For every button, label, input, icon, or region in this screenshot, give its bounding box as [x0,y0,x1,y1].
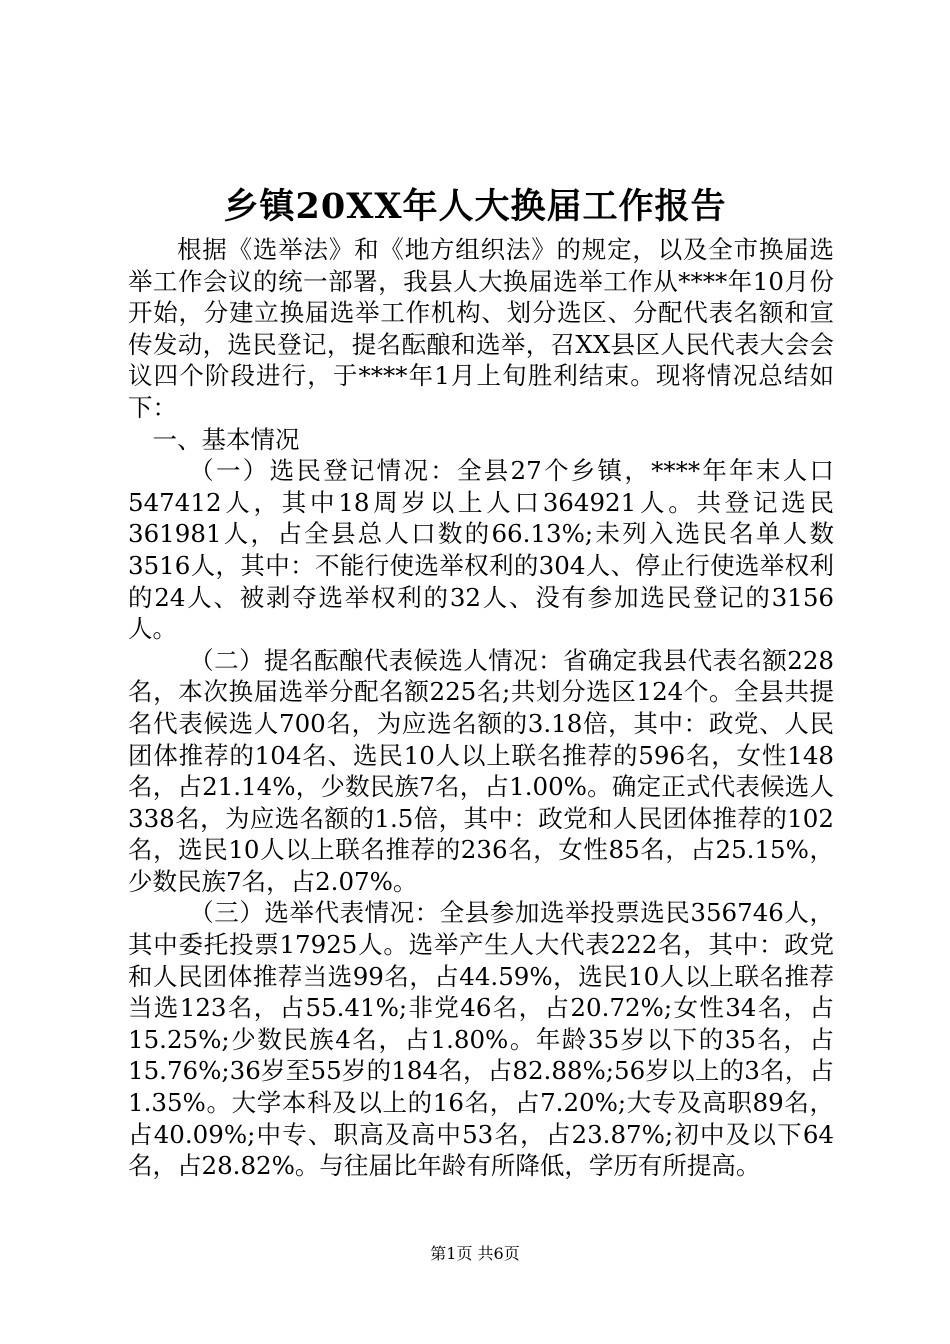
candidate-nomination-paragraph: （二）提名酝酿代表候选人情况：省确定我县代表名额228名，本次换届选举分配名额225名;共划分选区124个。全县共提名代表候选人700名，为应选名额的3.18倍，其中：政党、人民团体推荐的104名、选民10人以上联名推荐的596名，女性148名，占21.14%，少数民族7名，占1.00%。确定正式代表候选人338名，为应选名额的1.5倍，其中：政党和人民团体推荐的102名，选民10人以上联名推荐的236名，女性85名，占25.15%，少数民族7名，占2.07%。 [128,645,834,896]
document-body [128,234,834,1182]
page-footer: 第1页 共6页 [430,1244,520,1263]
deputy-election-paragraph: （三）选举代表情况：全县参加选举投票选民356746人，其中委托投票17925人。选举产生人大代表222名，其中：政党和人民团体推荐当选99名，占44.59%，选民10人以上联名推荐当选123名，占55.41%;非党46名，占20.72%;女性34名，占15.25%;少数民族4名，占1.80%。年龄35岁以下的35名，占15.76%;36岁至55岁的184名，占82.88%;56岁以上的3名，占1.35%。大学本科及以上的16名，占7.20%;大专及高职89名，占40.09%;中专、职高及高中53名，占23.87%;初中及以下64名，占28.82%。与往届比年龄有所降低，学历有所提高。 [128,898,834,1181]
intro-paragraph: 根据《选举法》和《地方组织法》的规定，以及全市换届选举工作会议的统一部署，我县人大换届选举工作从****年10月份开始，分建立换届选举工作机构、划分选区、分配代表名额和宣传发动，选民登记，提名酝酿和选举，召XX县区人民代表大会会议四个阶段进行，于****年1月上旬胜利结束。现将情况总结如下： [128,235,834,422]
document-title: 乡镇20XX年人大换届工作报告 [223,186,727,227]
voter-registration-paragraph: （一）选民登记情况：全县27个乡镇，****年年末人口547412人，其中18周岁以上人口364921人。共登记选民361981人，占全县总人口数的66.13%;未列入选民名单人数3516人，其中：不能行使选举权利的304人、停止行使选举权利的24人、被剥夺选举权利的32人、没有参加选民登记的3156人。 [128,456,834,644]
section-heading-basic-situation: 一、基本情况 [152,424,300,454]
